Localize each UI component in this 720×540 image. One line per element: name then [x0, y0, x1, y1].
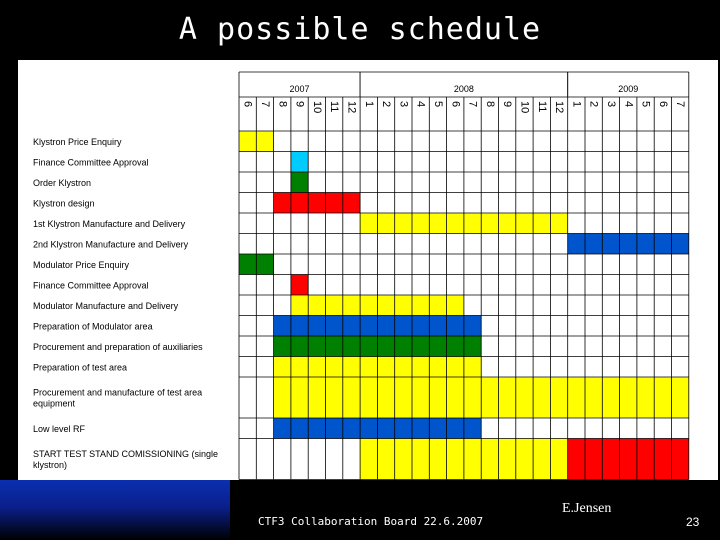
- month-label: 4: [414, 101, 427, 108]
- task-label: Modulator Price Enquiry: [33, 259, 130, 270]
- month-label: 8: [276, 101, 289, 108]
- task-label: Finance Committee Approval: [33, 280, 149, 291]
- task-label: Low level RF: [33, 423, 86, 434]
- month-label: 9: [293, 101, 306, 108]
- task-label: Klystron Price Enquiry: [33, 136, 122, 147]
- task-bar: [274, 193, 361, 214]
- year-label: 2009: [618, 84, 639, 94]
- schedule-panel: [18, 60, 718, 480]
- month-label: 12: [345, 101, 358, 114]
- month-label: 3: [397, 101, 410, 108]
- task-bar: [568, 234, 689, 255]
- page-number: 23: [686, 515, 700, 529]
- task-label: Finance Committee Approval: [33, 157, 149, 168]
- task-label: 2nd Klystron Manufacture and Delivery: [33, 239, 189, 250]
- month-label: 2: [587, 101, 600, 108]
- month-label: 1: [362, 101, 375, 108]
- year-label: 2008: [453, 84, 474, 94]
- month-label: 7: [466, 101, 479, 108]
- month-label: 7: [674, 101, 687, 108]
- month-label: 6: [449, 101, 462, 108]
- month-label: 7: [259, 101, 272, 108]
- month-label: 11: [328, 101, 341, 113]
- month-label: 12: [553, 101, 566, 114]
- task-label: START TEST STAND COMISSIONING (single klystron): [33, 449, 219, 470]
- task-label: Preparation of test area: [33, 362, 128, 373]
- month-label: 4: [622, 101, 635, 108]
- footer-author: E.Jensen: [562, 501, 612, 516]
- task-label: Procurement and manufacture of test area equipment: [33, 387, 203, 409]
- month-label: 2: [380, 101, 393, 108]
- month-label: 9: [501, 101, 514, 108]
- task-bar: [291, 152, 308, 173]
- task-bar: [291, 172, 308, 193]
- task-bar: [568, 439, 689, 480]
- task-label: Procurement and preparation of auxiliaries: [33, 341, 203, 352]
- month-label: 6: [241, 101, 254, 108]
- task-label: 1st Klystron Manufacture and Delivery: [33, 218, 186, 229]
- month-label: 1: [570, 101, 583, 108]
- month-label: 3: [605, 101, 618, 108]
- task-label: Klystron design: [33, 198, 95, 209]
- task-label: Order Klystron: [33, 177, 92, 188]
- gantt-schedule: [18, 60, 718, 480]
- month-label: 6: [656, 101, 669, 108]
- month-label: 11: [535, 101, 548, 113]
- slide-title: A possible schedule: [178, 12, 542, 47]
- month-label: 10: [310, 101, 323, 114]
- footer-board-label: CTF3 Collaboration Board 22.6.2007: [258, 515, 484, 528]
- month-label: 5: [639, 101, 652, 108]
- year-label: 2007: [289, 84, 310, 94]
- month-label: 8: [483, 101, 496, 108]
- decorative-gradient-band: [0, 480, 230, 540]
- month-label: 5: [432, 101, 445, 108]
- task-label: Modulator Manufacture and Delivery: [33, 300, 179, 311]
- task-bar: [291, 275, 308, 296]
- task-label: Preparation of Modulator area: [33, 321, 153, 332]
- month-label: 10: [518, 101, 531, 114]
